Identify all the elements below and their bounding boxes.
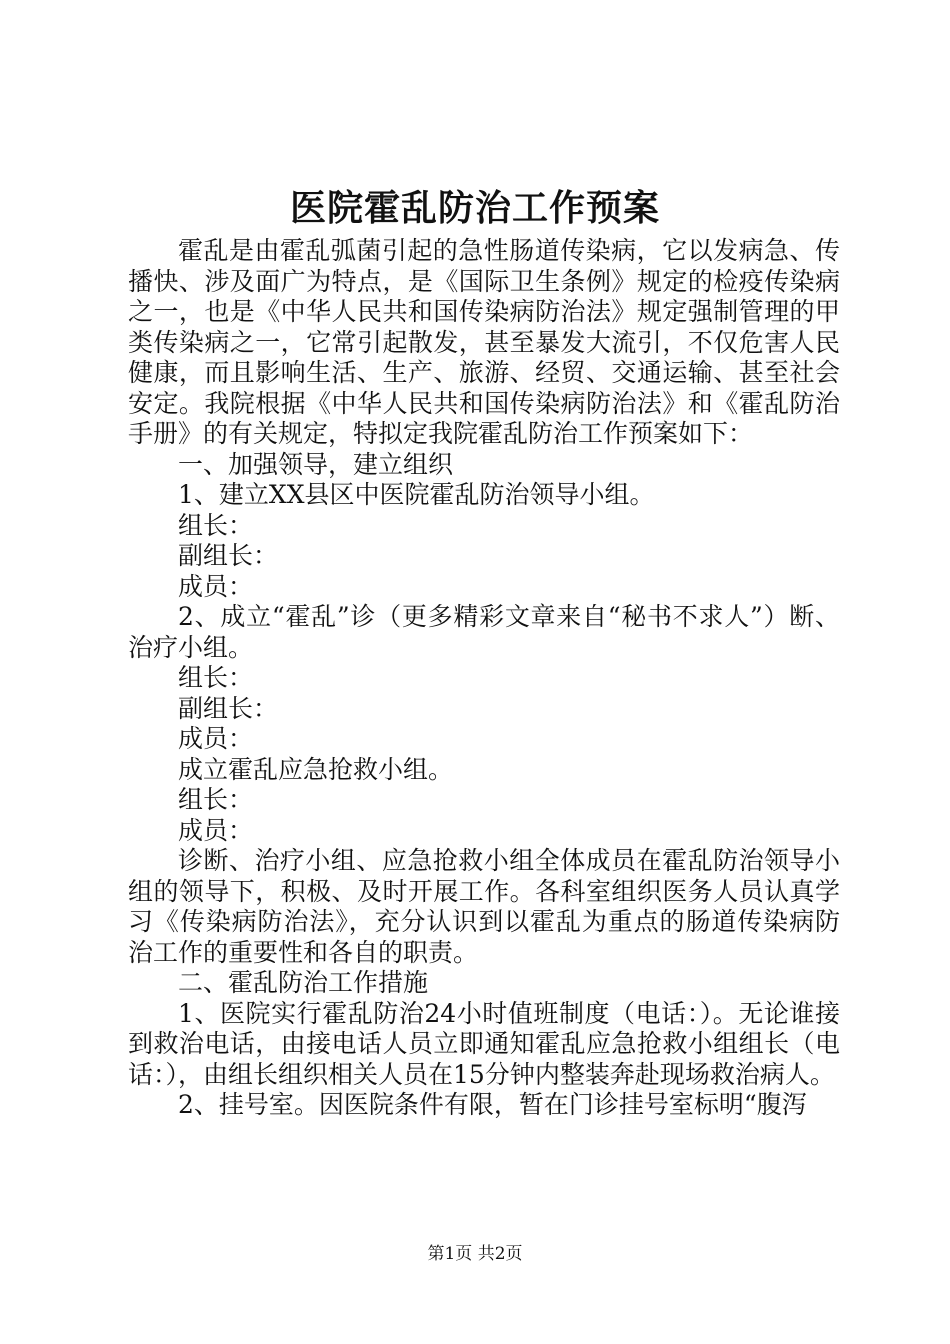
- body-paragraph: 1、医院实行霍乱防治24小时值班制度（电话：）。无论谁接到救治电话，由接电话人员立即通知霍乱应急抢救小组组长（电话：），由组长组织相关人员在15分钟内整装奔赴现场救治病人。: [128, 998, 840, 1089]
- role-line: 组长：: [178, 663, 254, 692]
- list-item: 1、建立XX县区中医院霍乱防治领导小组。: [178, 480, 655, 509]
- body-paragraph: 2、挂号室。因医院条件有限，暂在门诊挂号室标明“腹泻: [178, 1090, 807, 1119]
- role-line: 组长：: [178, 510, 254, 540]
- role-line: 副组长：: [178, 693, 279, 723]
- role-line: 成员：: [178, 724, 254, 753]
- role-line: 组长：: [178, 785, 254, 814]
- list-item: 成立霍乱应急抢救小组。: [178, 754, 454, 784]
- page-footer: 第1页 共2页: [427, 1244, 523, 1264]
- document-title: 医院霍乱防治工作预案: [289, 187, 660, 229]
- role-line: 成员：: [178, 815, 254, 845]
- intro-paragraph: 霍乱是由霍乱弧菌引起的急性肠道传染病，它以发病急、传播快、涉及面广为特点，是《国际卫生条例》规定的检疫传染病之一，也是《中华人民共和国传染病防治法》规定强制管理的甲类传染病之一，它常引起散发，甚至暴发大流引，不仅危害人民健康，而且影响生活、生产、旅游、经贸、交通运输、甚至社会安定。我院根据《中华人民共和国传染病防治法》和《霍乱防治手册》的有关规定，特拟定我院霍乱防治工作预案如下：: [128, 236, 840, 448]
- body-paragraph: 诊断、治疗小组、应急抢救小组全体成员在霍乱防治领导小组的领导下，积极、及时开展工作。各科室组织医务人员认真学习《传染病防治法》，充分认识到以霍乱为重点的肠道传染病防治工作的重要性和各自的职责。: [128, 846, 840, 967]
- section-heading-1: 一、加强领导，建立组织: [178, 449, 454, 479]
- document-body: [128, 236, 840, 1121]
- section-heading-2: 二、霍乱防治工作措施: [178, 968, 429, 997]
- list-item: 2、成立“霍乱”诊（更多精彩文章来自“秘书不求人”）断、治疗小组。: [128, 602, 840, 662]
- role-line: 副组长：: [178, 541, 279, 570]
- role-line: 成员：: [178, 571, 254, 601]
